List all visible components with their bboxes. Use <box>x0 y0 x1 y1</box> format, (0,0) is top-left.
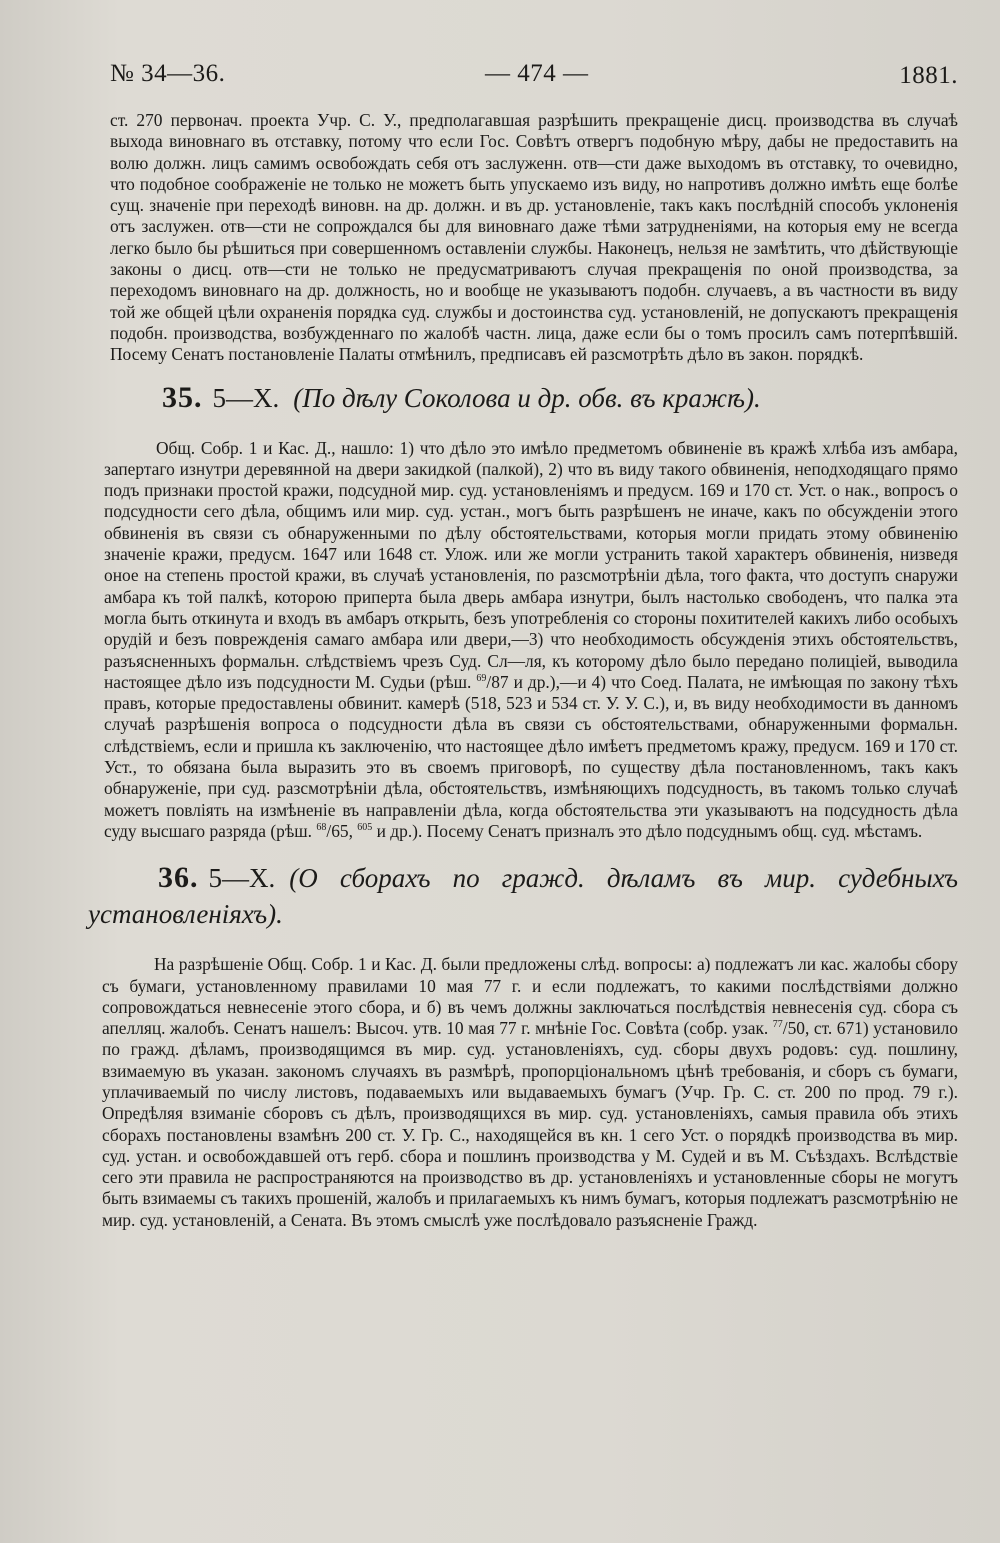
citation-numerator: 68 <box>316 822 327 834</box>
citation-numerator: 77 <box>772 1019 783 1031</box>
section-title: (По дѣлу Соколова и др. обв. въ кражѣ). <box>293 382 761 413</box>
running-head <box>110 52 958 96</box>
text-run: и др.),—и 4) что Соед. Палата, не имѣющая по закону тѣхъ правъ, которые предоставлены обвинит. камерѣ (518, 523 и 534 ст. У. У. С.), и, въ виду необходимости въ данномъ случаѣ разрѣшенія вопроса о подсудности дѣла въ связи съ обстоятельствами, обнаруженными формальн. слѣдствіемъ, если и пришла къ заключенію, что настоящее дѣло имѣетъ предметомъ кражу, предусм. 169 и 170 ст. Уст., то обязана была выразить это въ своемъ приговорѣ, по существу дѣла постановленномъ, такъ какъ обнаруженіе, при суд. разсмотрѣніи дѣла, обстоятельствъ, измѣняющихъ подсудность, въ такомъ только случаѣ можетъ повліять на измѣненіе въ направленіи дѣла, когда обстоятельства эти указываютъ на подсудность дѣла суду высшаго разряда (рѣш. <box>104 671 958 841</box>
section-body-36 <box>102 954 958 1231</box>
text-run: и др.). Посему Сенатъ призналъ это дѣло подсуднымъ общ. суд. мѣстамъ. <box>372 820 923 841</box>
citation-superscript: 605 <box>357 822 373 834</box>
year: 1881. <box>899 62 958 89</box>
citation-denominator: /87 <box>486 671 509 692</box>
text-run: Общ. Собр. 1 и Кас. Д., нашло: 1) что дѣло это имѣло предметомъ обвиненіе въ кражѣ хлѣба изъ амбара, запертаго изнутри деревянной на двери закидкой (палкой), 2) что въ виду такого обвиненія, неподходящаго прямо подъ признаки простой кражи, подсудной мир. суд. установленіямъ и предусм. 169 и 170 ст. Уст. о нак., вопросъ о подсудности сего дѣла, общимъ или мир. суд. устан., могъ быть разрѣшенъ не иначе, какъ по обсужденіи этого обвиненія въ связи съ обнаруженными по дѣлу обстоятельствами, которыя могли придать этому обвиненію значеніе кражи, предусм. 1647 или 1648 ст. Улож. или же могли устранить такой характеръ обвиненія, низведя оное на степень простой кражи, въ случаѣ установленія, по разсмотрѣніи дѣла, того факта, что доступъ снаружи амбара къ той палкѣ, которою приперта была дверь амбара изнутри, былъ настолько свободенъ, что палка эта могла быть откинута и входъ въ амбаръ открыть, безъ употребленія со стороны похитителей какихъ либо особыхъ орудій и безъ поврежденія самаго амбара или двери,—3) что необходимость обсужденія этихъ обстоятельствъ, разъясненныхъ формальн. слѣдствіемъ чрезъ Суд. Сл—ля, къ которому дѣло было передано полиціей, выводила настоящее дѣло изъ подсудности М. Судьи (рѣш. <box>104 437 958 692</box>
issue-numbers: № 34—36. <box>110 60 226 87</box>
citation-denominator: /50 <box>782 1018 806 1039</box>
page-number: — 474 — <box>485 60 589 87</box>
citation-denominator: /65, <box>326 820 358 841</box>
section-heading-36 <box>88 860 958 932</box>
text-run: , ст. 671) установило по гражд. дѣламъ, производящимся въ мир. суд. установленіяхъ, суд. сборы двухъ родовъ: суд. пошлину, взимаемую въ указан. закономъ случаяхъ въ размѣрѣ, пропорціональномъ цѣнѣ требованія, и сборъ съ бумаги, уплачиваемый по числу листовъ, подаваемыхъ или выдаваемыхъ бумагъ (Учр. Гр. С. ст. 200 по прод. 79 г.). Опредѣляя взиманіе сборовъ съ дѣлъ, производящихся въ мир. суд. установленіяхъ, самыя правила объ этихъ сборахъ постановлены взамѣнъ 200 ст. У. Гр. С., находящейся въ кн. 1 сего Уст. о порядкѣ производства въ мир. суд. устан. и освобождавшей отъ герб. сбора и пошлинъ производства у М. Судей и въ М. Съѣздахъ. Вслѣдствіе сего эти правила не распространяются на производство въ др. установленіяхъ и установленные сборы не могутъ быть взимаемы съ такихъ прошеній, жалобъ и прилагаемыхъ къ нимъ бумагъ, которыя подлежатъ разсмотрѣнію не мир. суд. установленій, а Сената. Въ этомъ смыслѣ уже послѣдовало разъясненіе Гражд. <box>102 1018 958 1230</box>
section-number: 36. <box>158 861 199 895</box>
text-run: На разрѣшеніе Общ. Собр. 1 и Кас. Д. были предложены слѣд. вопросы: а) подлежатъ ли кас. жалобы сбору съ бумаги, установленному правилами 10 мая 77 г. и если подлежатъ, то какими послѣдствіями должно сопровождаться невнесеніе этого сбора, и б) въ чемъ должны заключаться послѣдствія невнесенія суд. сбора съ апелляц. жалобъ. Сенатъ нашелъ: Высоч. утв. 10 мая 77 г. мнѣніе Гос. Совѣта (собр. узак. <box>102 954 958 1039</box>
section-date: 5—X. <box>208 863 276 894</box>
section-paragraph <box>104 438 958 843</box>
citation-numerator: 69 <box>476 673 487 685</box>
section-paragraph <box>102 954 958 1231</box>
section-number: 35. <box>162 380 203 414</box>
section-title: (О сборахъ по гражд. дѣламъ въ мир. судебныхъ установленіяхъ). <box>88 863 958 930</box>
section-date: 5—X. <box>212 382 280 413</box>
section-body-35 <box>104 438 958 843</box>
section-heading-35 <box>162 380 958 416</box>
continued-text: ст. 270 первонач. проекта Учр. С. У., предполагавшая разрѣшить прекращеніе дисц. производства въ случаѣ выхода виновнаго въ отставку, потому что если Гос. Совѣтъ отвергъ подобную мѣру, дабы не предоставить на волю должн. лицъ самимъ освобождать себя отъ заслуженн. отв—сти даже выходомъ въ отставку, то очевидно, что подобное соображеніе не только не можетъ быть упускаемо изъ виду, но напротивъ должно имѣть еще болѣе сущ. значеніе при переходѣ виновн. на др. должн. и въ др. установленіе, такъ какъ послѣдній способъ уклоненія отъ заслужен. отв—сти не сопрождался бы для виновнаго даже тѣми затрудненіями, на которыя ему не всегда легко было бы рѣшиться при совершенномъ оставленіи службы. Наконецъ, нельзя не замѣтить, что дѣйствующіе законы о дисц. отв—сти не только не предусматриваютъ случая прекращенія по оной производства, за переходомъ виновнаго на др. должность, но и вообще не указываютъ подобн. случаевъ, а въ частности въ виду той же общей цѣли охраненія порядка суд. службы и достоинства суд. установленій, не допускаютъ прекращенія подобн. производства, возбужденнаго по жалобѣ частн. лица, даже если бы о томъ просилъ самъ потерпѣвшій. Посему Сенатъ постановленіе Палаты отмѣнилъ, предписавъ ей разсмотрѣть дѣло въ закон. порядкѣ. <box>110 110 958 365</box>
continued-paragraph <box>110 110 958 366</box>
